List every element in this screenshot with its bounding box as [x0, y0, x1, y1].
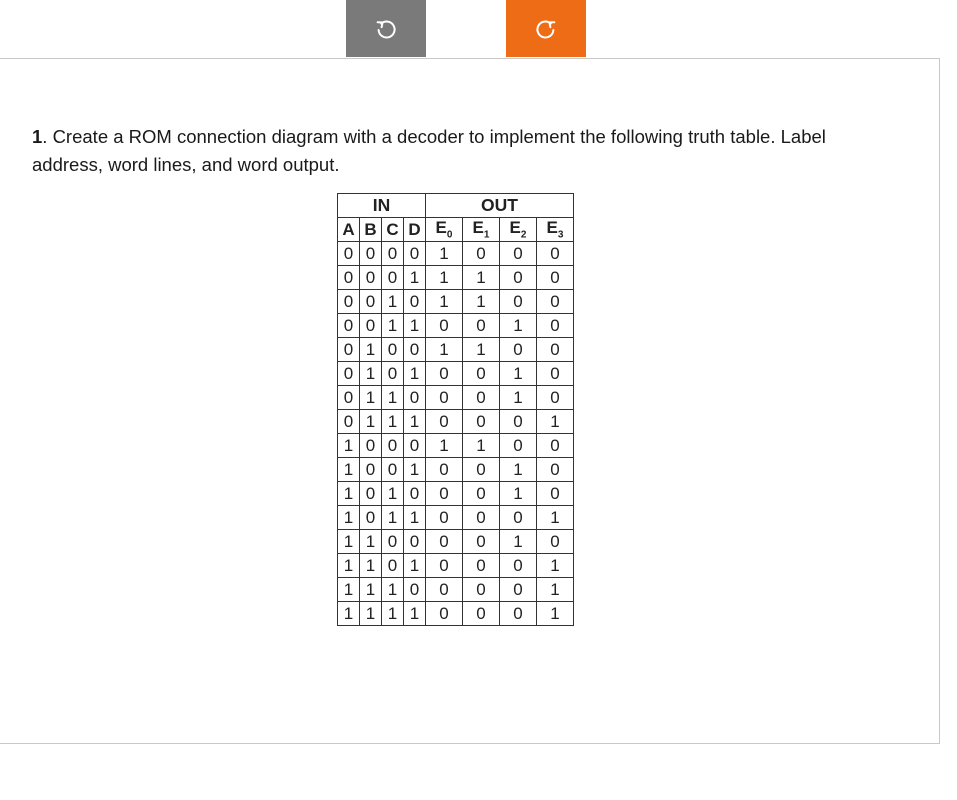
table-cell: 0 [382, 338, 404, 362]
table-cell: 1 [404, 554, 426, 578]
table-row [338, 290, 574, 314]
table-cell: 1 [382, 386, 404, 410]
table-cell: 1 [426, 338, 463, 362]
table-cell: 1 [500, 530, 537, 554]
table-row [338, 506, 574, 530]
table-cell: 0 [537, 338, 574, 362]
table-cell: 0 [500, 578, 537, 602]
table-cell: 1 [500, 314, 537, 338]
truth-table-body [338, 242, 574, 626]
table-cell: 0 [426, 410, 463, 434]
table-row [338, 434, 574, 458]
table-cell: 0 [360, 434, 382, 458]
table-cell: 0 [537, 314, 574, 338]
table-cell: 0 [463, 458, 500, 482]
table-row [338, 362, 574, 386]
table-cell: 0 [404, 242, 426, 266]
table-cell: 1 [537, 554, 574, 578]
table-cell: 0 [426, 362, 463, 386]
column-header-e2 [500, 218, 537, 242]
column-header-letter: E [509, 218, 521, 238]
table-cell: 0 [463, 530, 500, 554]
table-cell: 1 [500, 482, 537, 506]
table-cell: 0 [360, 266, 382, 290]
table-cell: 1 [463, 266, 500, 290]
table-row [338, 578, 574, 602]
table-cell: 1 [338, 578, 360, 602]
column-header-subscript: 2 [520, 229, 527, 241]
table-cell: 1 [360, 410, 382, 434]
redo-button[interactable] [506, 0, 586, 57]
table-cell: 0 [537, 242, 574, 266]
column-header-subscript: 1 [483, 229, 490, 241]
table-cell: 0 [463, 554, 500, 578]
table-cell: 0 [404, 290, 426, 314]
column-header-d: D [404, 218, 426, 242]
table-cell: 0 [404, 434, 426, 458]
table-row [338, 602, 574, 626]
table-cell: 1 [360, 386, 382, 410]
redo-icon [534, 17, 558, 41]
column-header-e0 [426, 218, 463, 242]
table-cell: 0 [500, 242, 537, 266]
table-row [338, 482, 574, 506]
column-header-letter: E [435, 218, 447, 238]
table-row [338, 530, 574, 554]
table-cell: 1 [382, 602, 404, 626]
table-cell: 0 [360, 482, 382, 506]
column-header-c: C [382, 218, 404, 242]
table-row [338, 314, 574, 338]
table-cell: 0 [537, 482, 574, 506]
table-cell: 1 [360, 578, 382, 602]
table-cell: 0 [404, 386, 426, 410]
group-header-in: IN [338, 194, 426, 218]
table-cell: 0 [426, 314, 463, 338]
table-cell: 0 [404, 578, 426, 602]
table-cell: 1 [404, 266, 426, 290]
table-cell: 0 [338, 242, 360, 266]
table-cell: 1 [382, 290, 404, 314]
table-cell: 1 [500, 362, 537, 386]
table-cell: 1 [463, 434, 500, 458]
table-cell: 0 [426, 458, 463, 482]
question-panel [0, 58, 940, 744]
table-cell: 1 [360, 530, 382, 554]
table-cell: 0 [463, 578, 500, 602]
question-number: 1 [32, 126, 43, 147]
table-cell: 0 [426, 386, 463, 410]
table-cell: 0 [360, 314, 382, 338]
table-cell: 1 [426, 434, 463, 458]
table-cell: 0 [463, 410, 500, 434]
table-cell: 0 [426, 602, 463, 626]
column-header-row [338, 218, 574, 242]
question-text [32, 123, 932, 179]
table-cell: 1 [426, 266, 463, 290]
table-row [338, 410, 574, 434]
table-cell: 0 [338, 290, 360, 314]
group-header-row [338, 194, 574, 218]
column-header-letter: E [472, 218, 484, 238]
table-cell: 0 [360, 458, 382, 482]
undo-icon [374, 17, 398, 41]
table-cell: 0 [382, 266, 404, 290]
table-cell: 1 [404, 458, 426, 482]
table-cell: 0 [463, 242, 500, 266]
table-cell: 0 [382, 434, 404, 458]
table-cell: 1 [404, 362, 426, 386]
table-cell: 0 [537, 434, 574, 458]
table-cell: 1 [500, 386, 537, 410]
table-cell: 0 [463, 362, 500, 386]
table-cell: 0 [463, 602, 500, 626]
table-cell: 1 [382, 314, 404, 338]
table-cell: 0 [360, 242, 382, 266]
table-cell: 0 [426, 578, 463, 602]
table-cell: 0 [500, 506, 537, 530]
column-header-b: B [360, 218, 382, 242]
table-cell: 0 [537, 290, 574, 314]
table-cell: 1 [338, 506, 360, 530]
table-cell: 0 [537, 362, 574, 386]
table-row [338, 338, 574, 362]
table-cell: 1 [360, 338, 382, 362]
undo-button[interactable] [346, 0, 426, 57]
table-cell: 0 [404, 530, 426, 554]
table-cell: 0 [500, 290, 537, 314]
table-cell: 0 [338, 410, 360, 434]
table-cell: 1 [360, 362, 382, 386]
table-cell: 0 [404, 482, 426, 506]
table-cell: 0 [338, 266, 360, 290]
table-cell: 1 [338, 554, 360, 578]
table-cell: 0 [500, 266, 537, 290]
table-cell: 1 [338, 602, 360, 626]
table-cell: 0 [426, 530, 463, 554]
table-row [338, 242, 574, 266]
table-cell: 0 [382, 242, 404, 266]
table-cell: 0 [500, 434, 537, 458]
column-header-subscript: 0 [446, 229, 453, 241]
table-cell: 1 [404, 314, 426, 338]
table-cell: 0 [463, 506, 500, 530]
table-cell: 0 [382, 362, 404, 386]
group-header-out: OUT [426, 194, 574, 218]
table-cell: 1 [426, 290, 463, 314]
question-line-1 [32, 123, 932, 151]
table-cell: 0 [426, 482, 463, 506]
table-cell: 1 [537, 410, 574, 434]
table-cell: 0 [360, 506, 382, 530]
table-cell: 1 [426, 242, 463, 266]
table-cell: 0 [338, 386, 360, 410]
table-cell: 0 [537, 386, 574, 410]
table-cell: 0 [537, 458, 574, 482]
column-header-e3 [537, 218, 574, 242]
table-cell: 0 [537, 266, 574, 290]
table-cell: 1 [404, 410, 426, 434]
table-cell: 1 [338, 458, 360, 482]
table-cell: 0 [338, 362, 360, 386]
table-cell: 0 [500, 554, 537, 578]
table-cell: 0 [500, 338, 537, 362]
table-row [338, 266, 574, 290]
table-cell: 0 [463, 482, 500, 506]
table-cell: 1 [382, 410, 404, 434]
table-cell: 1 [463, 338, 500, 362]
table-cell: 1 [537, 602, 574, 626]
table-cell: 0 [463, 386, 500, 410]
table-cell: 1 [338, 434, 360, 458]
table-cell: 1 [382, 578, 404, 602]
table-cell: 0 [500, 602, 537, 626]
table-cell: 1 [382, 482, 404, 506]
table-row [338, 458, 574, 482]
table-cell: 1 [404, 602, 426, 626]
table-cell: 1 [360, 554, 382, 578]
table-cell: 0 [382, 530, 404, 554]
table-cell: 1 [338, 482, 360, 506]
truth-table [337, 193, 574, 626]
table-cell: 0 [382, 458, 404, 482]
table-cell: 0 [404, 338, 426, 362]
table-cell: 0 [463, 314, 500, 338]
table-cell: 0 [360, 290, 382, 314]
table-cell: 0 [426, 554, 463, 578]
column-header-e1 [463, 218, 500, 242]
table-cell: 1 [463, 290, 500, 314]
table-cell: 1 [500, 458, 537, 482]
question-line-2: address, word lines, and word output. [32, 154, 340, 175]
question-line-1-text: . Create a ROM connection diagram with a decoder to implement the following truth table. Label [42, 126, 826, 147]
table-cell: 1 [360, 602, 382, 626]
table-row [338, 554, 574, 578]
table-cell: 0 [426, 506, 463, 530]
table-cell: 0 [537, 530, 574, 554]
table-cell: 1 [382, 506, 404, 530]
table-cell: 1 [537, 506, 574, 530]
table-cell: 0 [500, 410, 537, 434]
table-cell: 1 [338, 530, 360, 554]
column-header-a: A [338, 218, 360, 242]
column-header-subscript: 3 [557, 229, 564, 241]
column-header-letter: E [546, 218, 558, 238]
table-cell: 0 [338, 338, 360, 362]
table-cell: 1 [404, 506, 426, 530]
table-cell: 0 [382, 554, 404, 578]
table-cell: 0 [338, 314, 360, 338]
table-cell: 1 [537, 578, 574, 602]
table-row [338, 386, 574, 410]
